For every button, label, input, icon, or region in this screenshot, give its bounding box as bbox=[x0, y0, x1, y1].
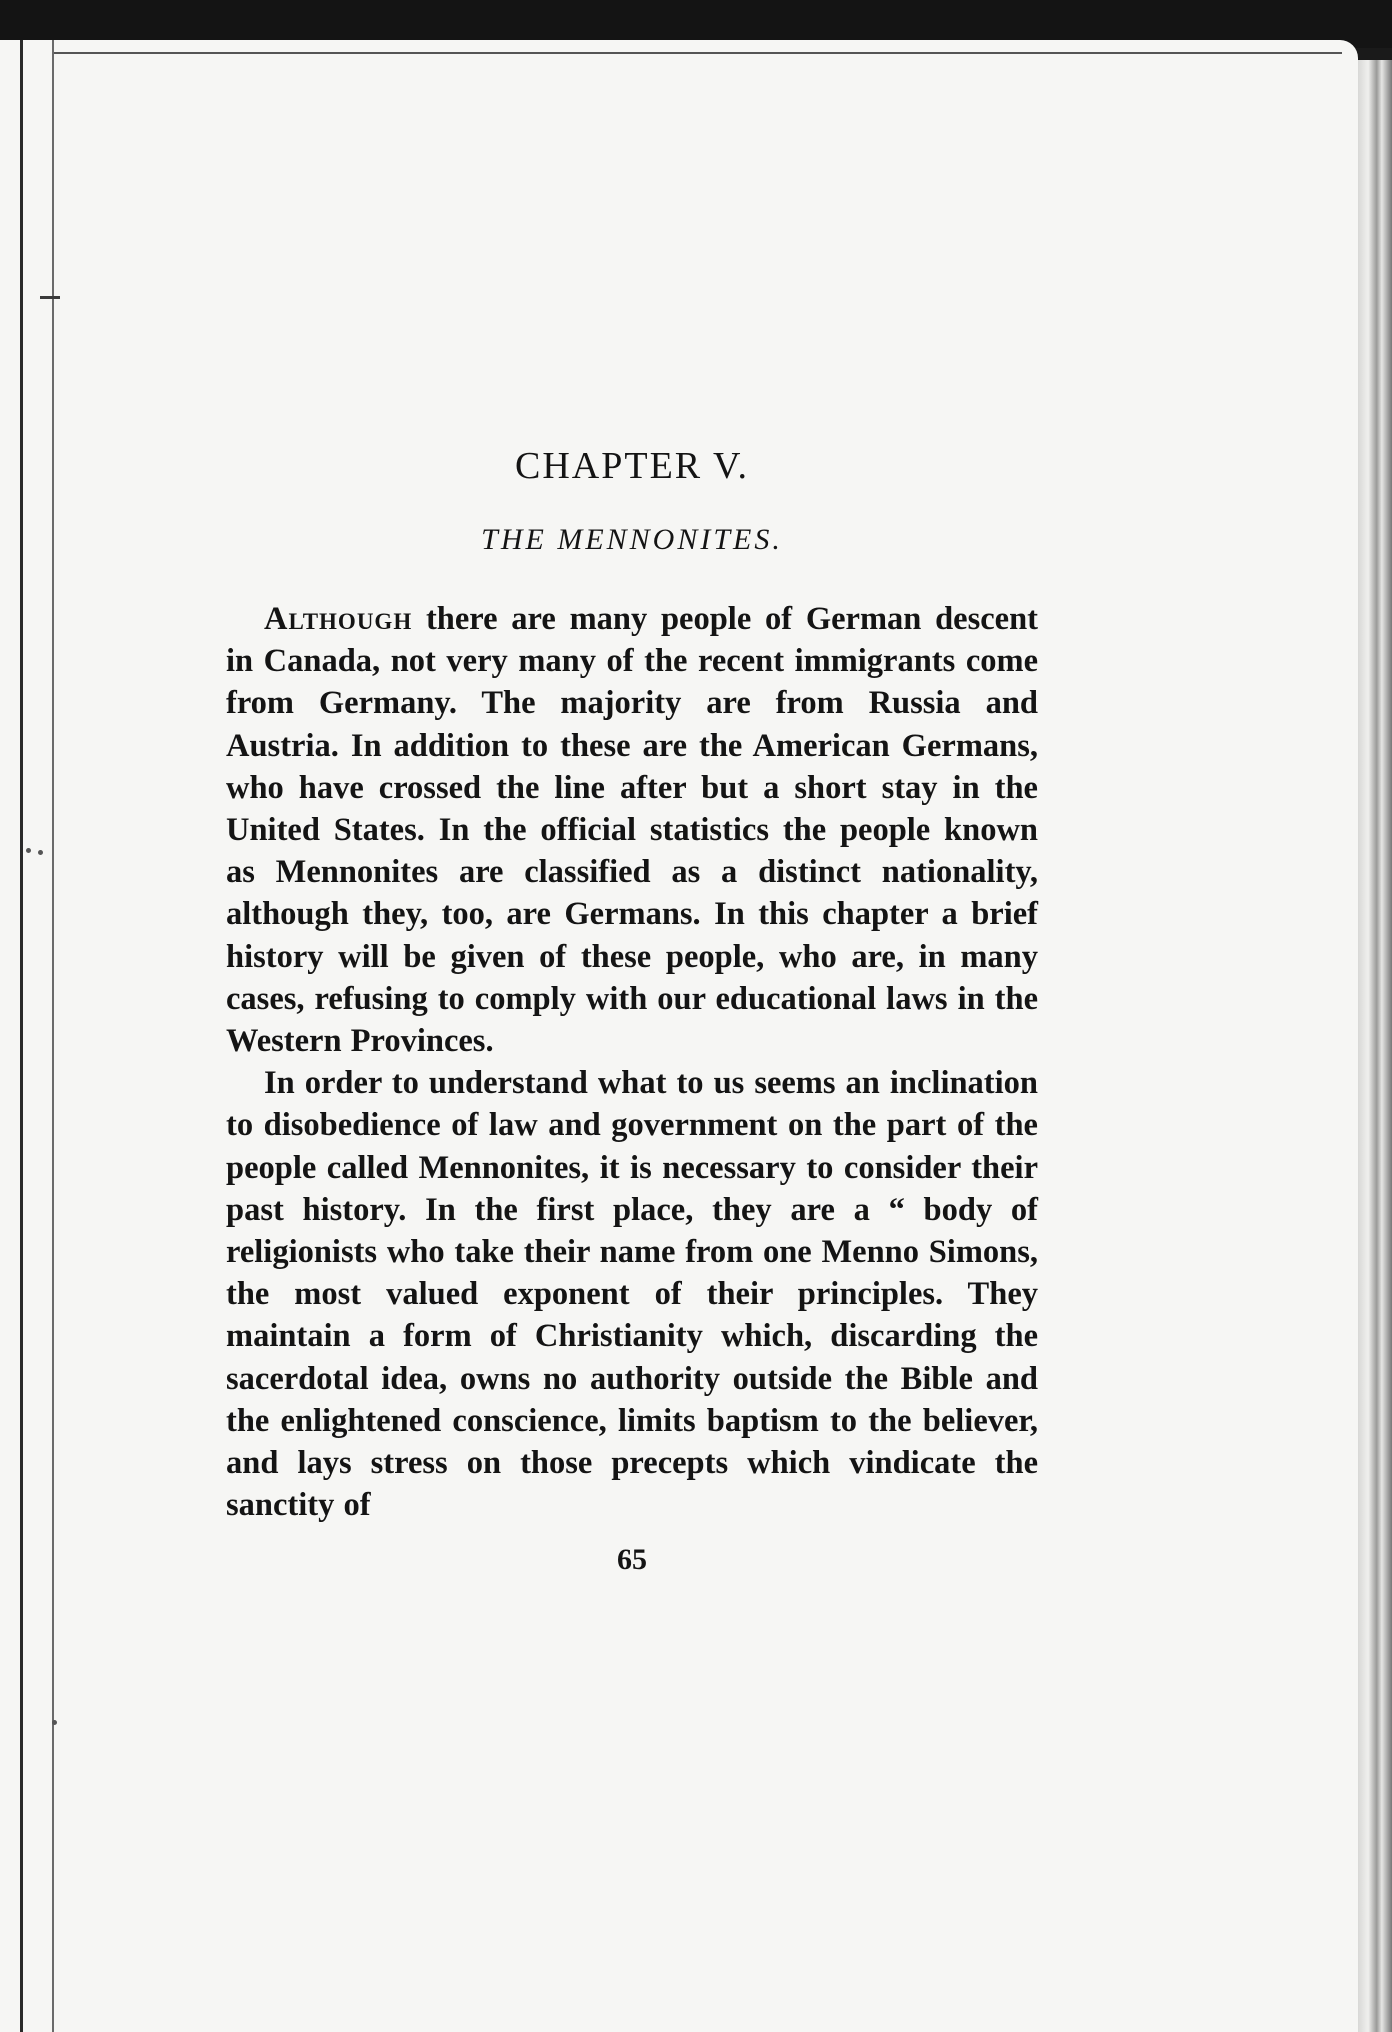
gutter-speck bbox=[26, 848, 31, 853]
page-top-edge bbox=[52, 52, 1342, 54]
binding-gutter-line bbox=[20, 40, 23, 2032]
chapter-title: CHAPTER V. bbox=[515, 445, 749, 487]
gutter-speck bbox=[52, 1720, 57, 1725]
page-stack-edge bbox=[1358, 60, 1392, 2032]
paragraph-2: In order to understand what to us seems an inclination to disobedience of law and government on the part of the people called Mennonites, it is necessary to consider their past history. In the first place, they are a “ body of religionists who take their name from one Menno Simons, the most valued exponent of their principles. They maintain a form of Christianity which, discarding the sacerdotal idea, owns no authority outside the Bible and the enlightened conscience, limits baptism to the believer, and lays stress on those precepts which vindicate the sanctity of bbox=[226, 1065, 1038, 1524]
gutter-tick-mark bbox=[40, 296, 60, 299]
page-number: 65 bbox=[617, 1543, 647, 1577]
paragraph-lead-word: Although bbox=[264, 601, 413, 637]
binding-gutter-inner-line bbox=[52, 40, 54, 2032]
chapter-subtitle: THE MENNONITES. bbox=[481, 523, 783, 556]
gutter-speck bbox=[38, 850, 43, 855]
page-text-block bbox=[226, 440, 1038, 1580]
paragraph-1-text: there are many people of German descent in Canada, not very many of the recent immigrants come from Germany. The majority are from Russia and Austria. In addition to these are the American Germans, who have crossed the line after but a short stay in the United States. In the official statistics the people known as Mennonites are classified as a distinct nationality, although they, too, are Germans. In this chapter a brief history will be given of these people, who are, in many cases, refusing to comply with our educational laws in the Western Provinces. bbox=[226, 601, 1038, 1060]
paragraph-1 bbox=[226, 598, 1038, 1062]
